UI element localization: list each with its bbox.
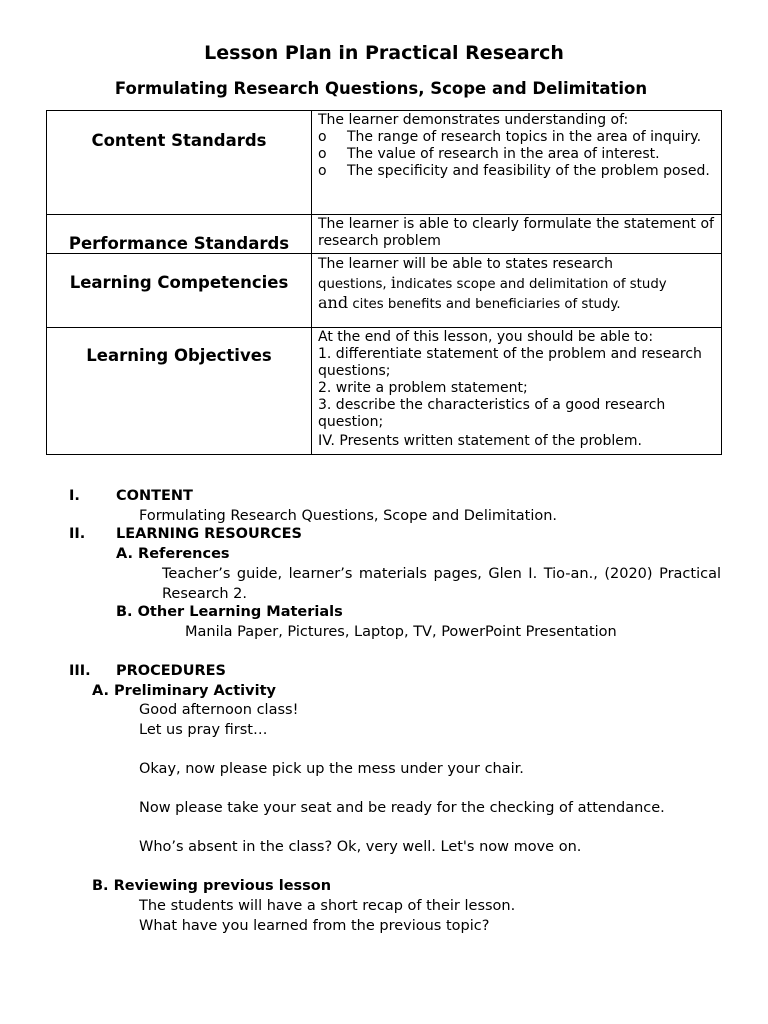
section-heading-content: CONTENT (116, 488, 193, 504)
procedure-line: Now please take your seat and be ready for the checking of attendance. (139, 800, 665, 816)
section-number: I. (69, 488, 80, 504)
objective-number: IV. (318, 433, 335, 449)
section-heading-procedures: PROCEDURES (116, 663, 226, 679)
competency-text: i (390, 273, 396, 292)
content-text: Formulating Research Questions, Scope and Delimitation. (139, 508, 558, 524)
section-number: III. (69, 663, 91, 679)
page-subtitle: Formulating Research Questions, Scope and Delimitation (114, 79, 648, 98)
objective-item: 1. differentiate statement of the problem and research questions; (318, 346, 702, 379)
procedure-line: Good afternoon class! (139, 702, 299, 718)
list-item (318, 129, 714, 146)
subheading-references: A. References (116, 546, 230, 562)
bullet-mark: o (318, 129, 327, 145)
objective-item: 3. describe the characteristics of a good research question; (318, 397, 666, 430)
content-standard-bullet: The specificity and feasibility of the problem posed. (347, 163, 710, 179)
content-standards-intro: The learner demonstrates understanding of: (318, 112, 629, 128)
references-text: Teacher’s guide, learner’s materials pages, Glen I. Tio-an., (2020) Practical Research 2. (162, 566, 721, 602)
competency-text: and (318, 292, 349, 312)
section-number: II. (69, 526, 86, 542)
page-title: Lesson Plan in Practical Research (204, 42, 564, 64)
learning-competencies-label: Learning Competencies (47, 254, 312, 328)
content-standards-label: Content Standards (47, 111, 312, 215)
section-heading-learning-resources: LEARNING RESOURCES (116, 526, 302, 542)
learning-objectives-label: Learning Objectives (47, 328, 312, 455)
learning-competencies-cell (312, 254, 722, 328)
performance-standards-label: Performance Standards (47, 215, 312, 254)
content-standards-cell (312, 111, 722, 215)
table-row-content-standards (47, 111, 722, 215)
learning-objectives-cell (312, 328, 722, 455)
table-row-performance-standards (47, 215, 722, 254)
table-row-learning-objectives (47, 328, 722, 455)
procedure-line: What have you learned from the previous topic? (139, 918, 490, 934)
procedure-line: Who’s absent in the class? Ok, very well. Let's now move on. (139, 839, 582, 855)
materials-text: Manila Paper, Pictures, Laptop, TV, PowerPoint Presentation (185, 624, 617, 640)
competency-line (318, 292, 714, 313)
procedure-line: Okay, now please pick up the mess under your chair. (139, 761, 524, 777)
procedure-line: The students will have a short recap of their lesson. (139, 898, 516, 914)
objective-item: 2. write a problem statement; (318, 380, 528, 396)
table-row-learning-competencies (47, 254, 722, 328)
standards-table (46, 110, 722, 455)
content-standard-bullet: The value of research in the area of interest. (347, 146, 660, 162)
subheading-reviewing-lesson: B. Reviewing previous lesson (92, 878, 332, 894)
objectives-intro: At the end of this lesson, you should be able to: (318, 329, 654, 345)
content-standard-bullet: The range of research topics in the area of inquiry. (347, 129, 702, 145)
objective-item (318, 433, 714, 450)
list-item (318, 146, 714, 163)
objective-text: Presents written statement of the problem. (334, 433, 642, 449)
competency-text: ndicates scope and delimitation of study (395, 277, 667, 292)
competency-text: cites benefits and beneficiaries of study. (348, 296, 621, 312)
competency-text: questions, (318, 277, 391, 292)
bullet-mark: o (318, 146, 327, 162)
subheading-other-materials: B. Other Learning Materials (116, 604, 343, 620)
procedure-line: Let us pray first… (139, 722, 268, 738)
competency-line: The learner will be able to states research (318, 256, 613, 272)
list-item (318, 163, 714, 180)
bullet-mark: o (318, 163, 327, 179)
competency-line (318, 275, 714, 293)
subheading-preliminary-activity: A. Preliminary Activity (92, 683, 276, 699)
performance-standards-text: The learner is able to clearly formulate the statement of research problem (312, 215, 722, 254)
